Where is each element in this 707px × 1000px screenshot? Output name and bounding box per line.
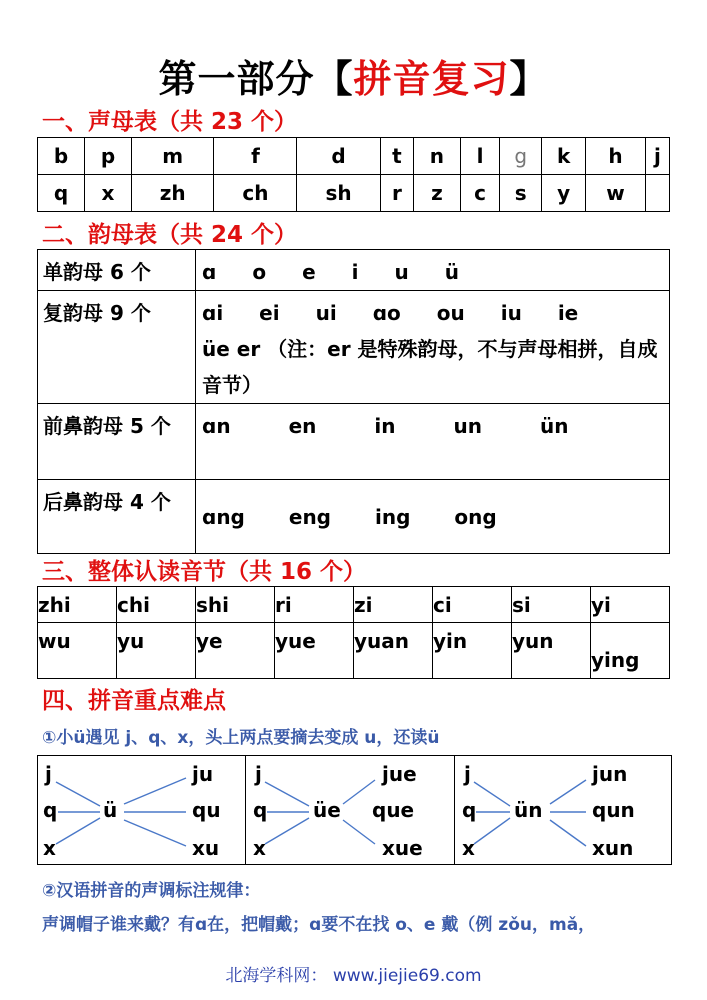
table-row	[38, 138, 670, 175]
table-cell: si	[512, 587, 591, 623]
table-cell: wu	[38, 623, 117, 679]
rule-1: ①小ü遇见 j、q、x，头上两点要摘去变成 u，还读ü	[42, 728, 440, 748]
footer-link[interactable]: 北海学科网： www.jiejie69.com	[225, 966, 482, 986]
table-cell: g	[500, 138, 542, 175]
table-row	[38, 480, 670, 554]
ju-qu-xu-diagram-box	[37, 755, 672, 865]
table-cell: s	[500, 175, 542, 212]
rule-2-text: 声调帽子谁来戴？有ɑ在，把帽戴；ɑ要不在找 o、e 戴（例 zǒu，mǎ，	[42, 915, 596, 935]
diagram-un: j q x ün jun qun xun	[454, 756, 671, 864]
diagram-ue: j q x üe jue que xue	[245, 756, 455, 864]
table-cell: yu	[117, 623, 196, 679]
rule-2-title: ②汉语拼音的声调标注规律：	[42, 881, 261, 901]
table-cell: m	[131, 138, 213, 175]
table-cell: t	[380, 138, 413, 175]
compound-note: üe er （注：er 是特殊韵母，不与声母相拼，自成音节）	[202, 337, 658, 397]
table-cell: n	[414, 138, 461, 175]
table-cell: shi	[196, 587, 275, 623]
table-cell: ci	[433, 587, 512, 623]
table-cell: z	[414, 175, 461, 212]
table-cell: l	[460, 138, 499, 175]
table-cell: h	[586, 138, 646, 175]
table-row	[38, 175, 670, 212]
arrows-icon	[454, 756, 671, 864]
row-label: 前鼻韵母 5 个	[38, 404, 196, 480]
table-cell: b	[38, 138, 85, 175]
arrows-icon	[38, 756, 245, 864]
row-label: 单韵母 6 个	[38, 250, 196, 291]
table-cell: sh	[297, 175, 380, 212]
table-cell: yin	[433, 623, 512, 679]
page-title: 第一部分【拼音复习】	[158, 57, 549, 101]
section-finals-title: 二、韵母表（共 24 个）	[42, 222, 298, 248]
table-cell: zi	[354, 587, 433, 623]
table-cell: chi	[117, 587, 196, 623]
table-cell	[645, 175, 669, 212]
arrows-icon	[245, 756, 454, 864]
row-values: ɑi ei ui ɑo ou iu ie üe er （注：er 是特殊韵母，不与声母相拼，自成音节）	[196, 291, 670, 404]
table-row	[38, 291, 670, 404]
whole-syllables-table	[37, 586, 670, 679]
table-cell: d	[297, 138, 380, 175]
initials-table	[37, 137, 670, 212]
row-label: 后鼻韵母 4 个	[38, 480, 196, 554]
table-cell: zhi	[38, 587, 117, 623]
table-cell: ying	[591, 623, 670, 679]
table-cell: p	[84, 138, 131, 175]
section-initials-title: 一、声母表（共 23 个）	[42, 109, 298, 135]
row-values: ɑng eng ing ong	[196, 480, 670, 554]
table-cell: k	[542, 138, 586, 175]
row-values: ɑn en in un ün	[196, 404, 670, 480]
finals-table	[37, 249, 670, 554]
table-cell: ye	[196, 623, 275, 679]
table-cell: j	[645, 138, 669, 175]
table-cell: yi	[591, 587, 670, 623]
row-label: 复韵母 9 个	[38, 291, 196, 404]
table-row	[38, 623, 670, 679]
table-row	[38, 250, 670, 291]
section-whole-syllables-title: 三、整体认读音节（共 16 个）	[42, 559, 367, 585]
table-cell: f	[214, 138, 297, 175]
table-cell: yun	[512, 623, 591, 679]
table-cell: yue	[275, 623, 354, 679]
section-key-points-title: 四、拼音重点难点	[42, 688, 226, 714]
table-cell: w	[586, 175, 646, 212]
table-row	[38, 587, 670, 623]
table-cell: x	[84, 175, 131, 212]
table-cell: ch	[214, 175, 297, 212]
table-cell: zh	[131, 175, 213, 212]
title-highlight: 拼音复习	[353, 57, 510, 101]
table-cell: yuan	[354, 623, 433, 679]
table-row	[38, 404, 670, 480]
table-cell: c	[460, 175, 499, 212]
table-cell: ri	[275, 587, 354, 623]
table-cell: y	[542, 175, 586, 212]
table-cell: r	[380, 175, 413, 212]
diagram-u: j q x ü ju qu xu	[38, 756, 246, 864]
table-cell: q	[38, 175, 85, 212]
row-values: ɑ o e i u ü	[196, 250, 670, 291]
